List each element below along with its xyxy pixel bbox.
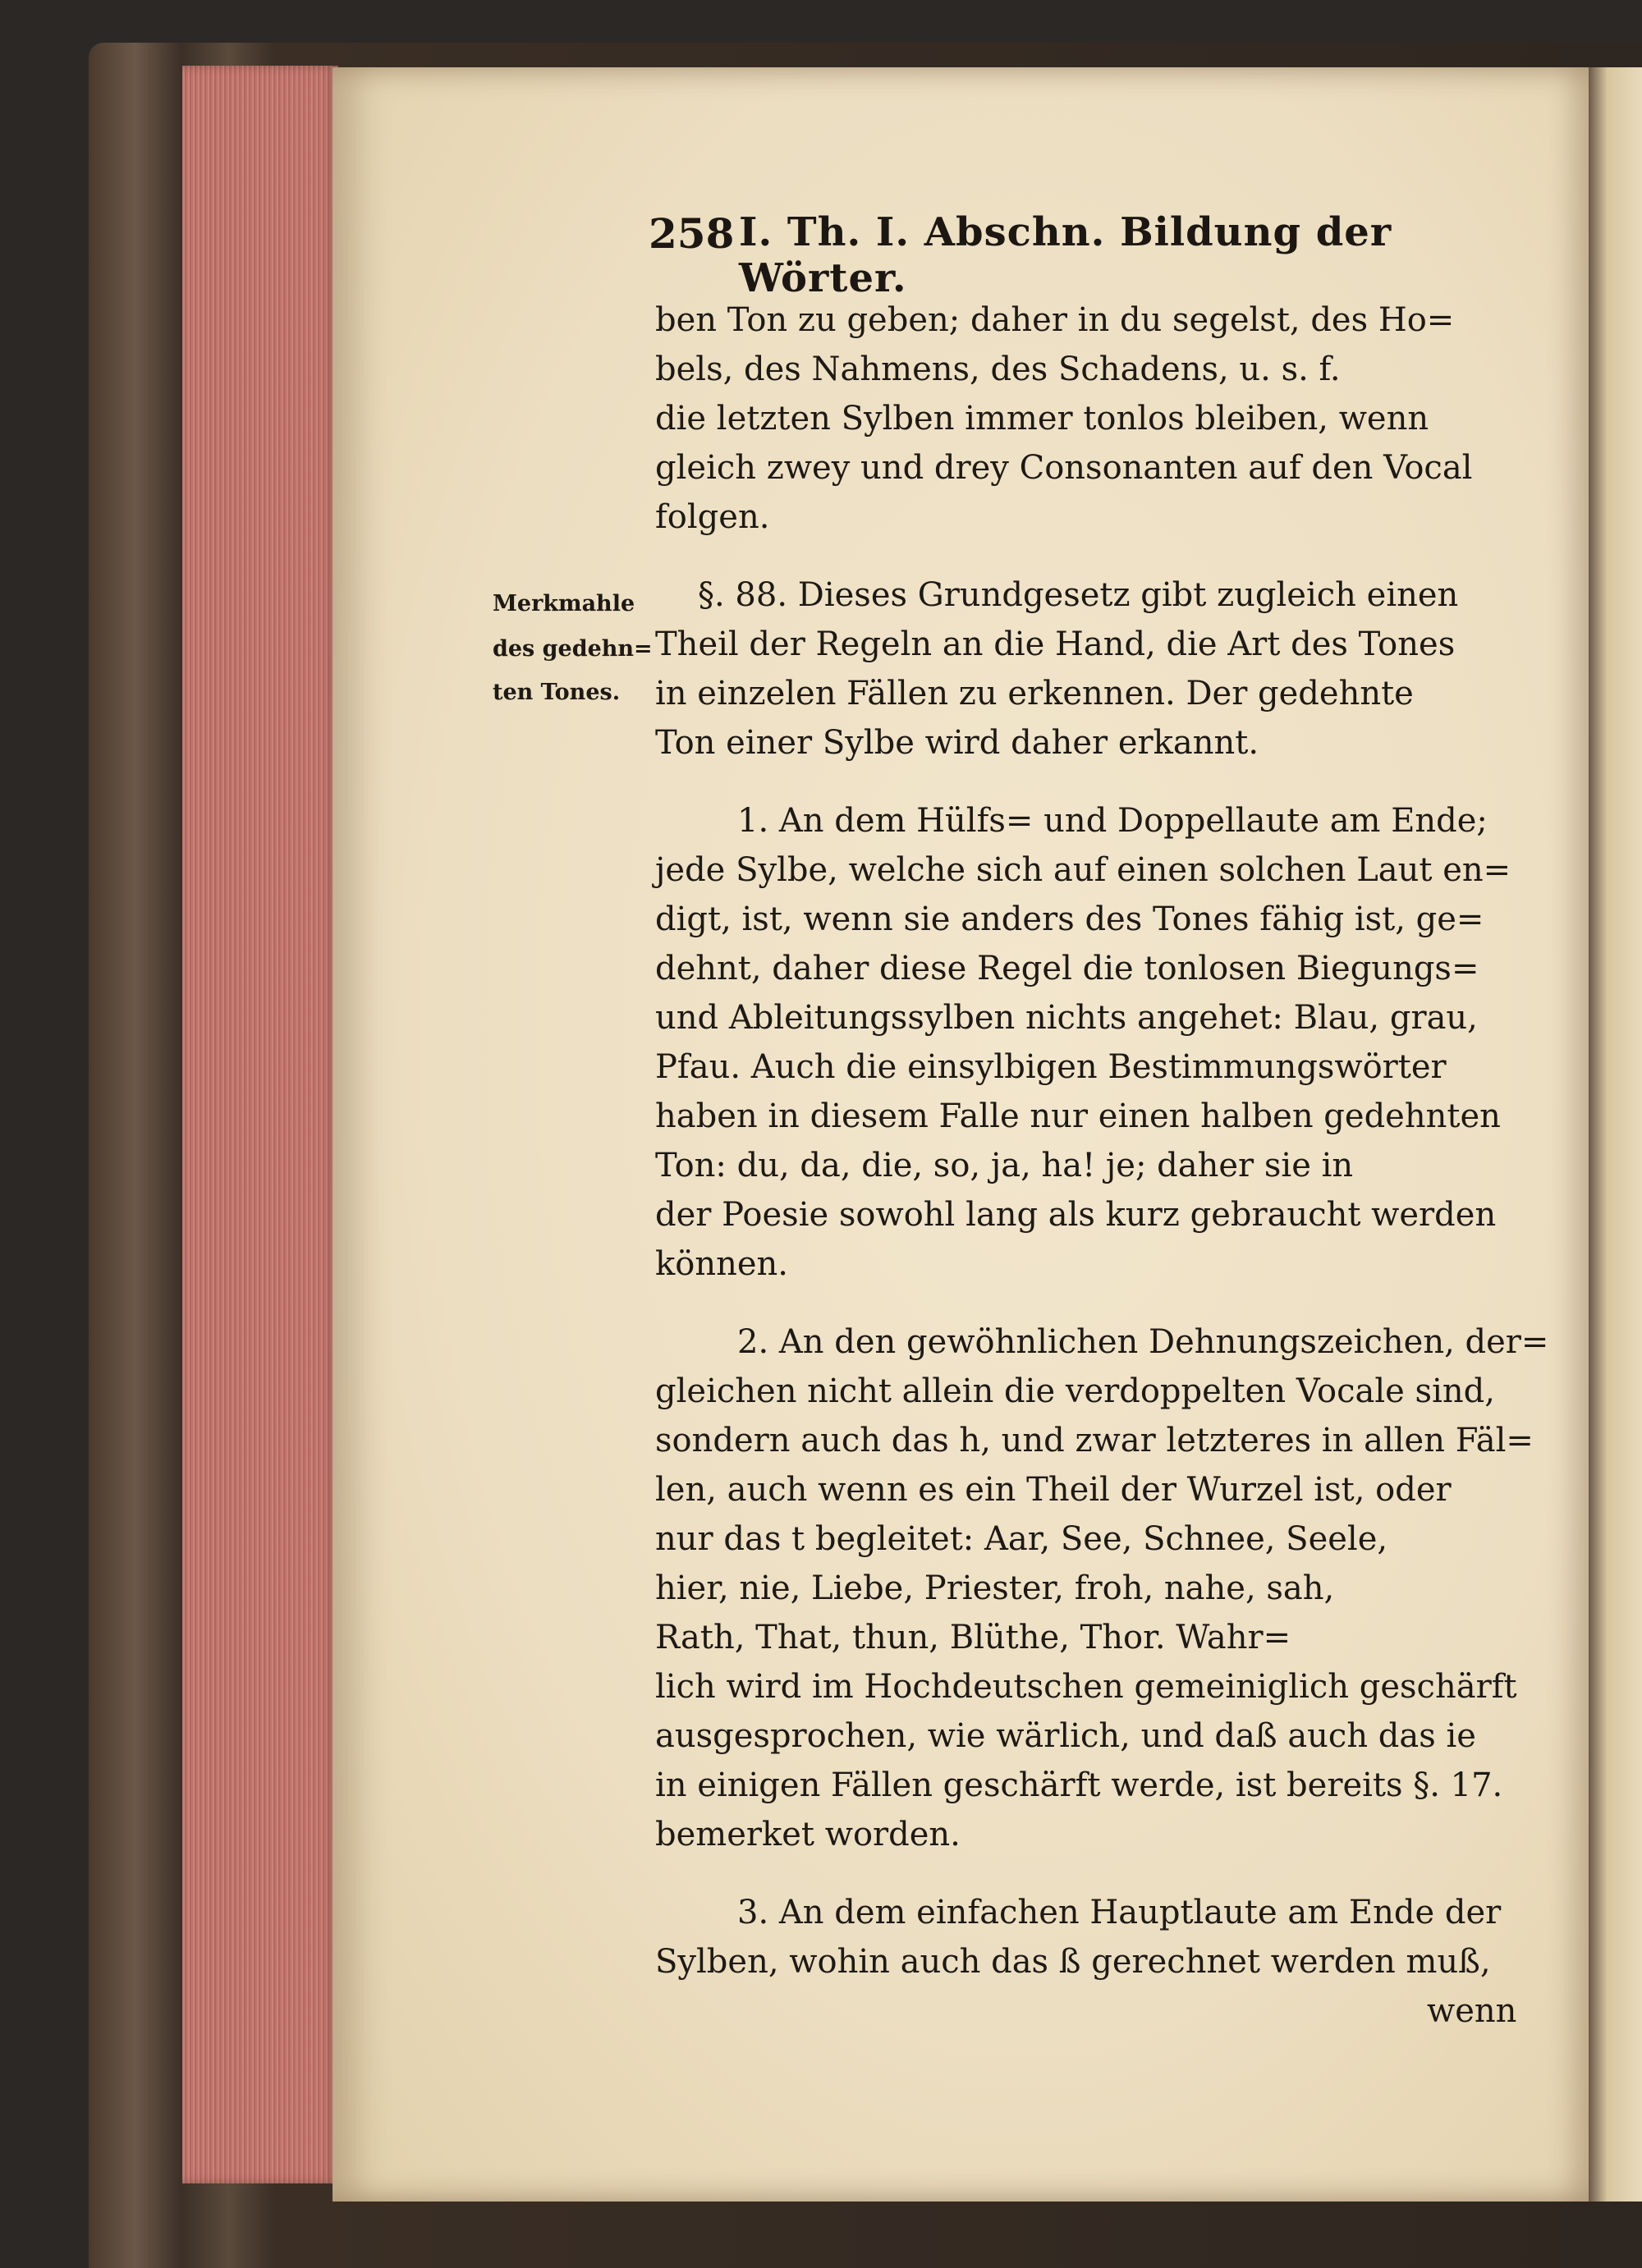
running-header xyxy=(649,209,1470,301)
text-line: in einzelen Fällen zu erkennen. Der gedehnte xyxy=(655,675,1414,712)
margin-note-line: ten Tones. xyxy=(493,680,621,705)
text-line: können. xyxy=(655,1245,788,1283)
text-line: 2. An den gewöhnlichen Dehnungszeichen, der= xyxy=(737,1323,1549,1361)
facing-page-edge xyxy=(1589,67,1642,2202)
text-line: haben in diesem Falle nur einen halben gedehnten xyxy=(655,1097,1501,1135)
text-line: §. 88. Dieses Grundgesetz gibt zugleich einen xyxy=(698,576,1459,614)
text-line: gleich zwey und drey Consonanten auf den Vocal xyxy=(655,449,1473,487)
text-line: 3. An dem einfachen Hauptlaute am Ende der xyxy=(737,1894,1502,1931)
text-line: Sylben, wohin auch das ß gerechnet werden muß, xyxy=(655,1943,1491,1981)
text-line: Pfau. Auch die einsylbigen Bestimmungswörter xyxy=(655,1048,1447,1086)
text-line: digt, ist, wenn sie anders des Tones fähig ist, ge= xyxy=(655,900,1484,938)
catchword: wenn xyxy=(1427,1992,1517,2030)
text-line: Rath, That, thun, Blüthe, Thor. Wahr= xyxy=(655,1619,1291,1656)
text-line: len, auch wenn es ein Theil der Wurzel ist, oder xyxy=(655,1471,1452,1509)
text-line: ben Ton zu geben; daher in du segelst, des Ho= xyxy=(655,301,1455,339)
text-line: Ton einer Sylbe wird daher erkannt. xyxy=(655,724,1259,762)
text-line: nur das t begleitet: Aar, See, Schnee, Seele, xyxy=(655,1520,1388,1558)
text-line: Ton: du, da, die, so, ja, ha! je; daher sie in xyxy=(655,1147,1354,1184)
text-line: sondern auch das h, und zwar letzteres in allen Fäl= xyxy=(655,1422,1534,1459)
running-title: I. Th. I. Abschn. Bildung der Wörter. xyxy=(739,209,1392,301)
text-line: gleichen nicht allein die verdoppelten Vocale sind, xyxy=(655,1372,1495,1410)
text-line: lich wird im Hochdeutschen gemeiniglich geschärft xyxy=(655,1668,1517,1706)
margin-note-line: des gedehn= xyxy=(493,636,653,662)
margin-note-line: Merkmahle xyxy=(493,591,635,616)
text-line: bemerket worden. xyxy=(655,1816,961,1853)
text-line: dehnt, daher diese Regel die tonlosen Biegungs= xyxy=(655,950,1479,987)
text-line: der Poesie sowohl lang als kurz gebraucht werden xyxy=(655,1196,1497,1234)
text-line: in einigen Fällen geschärft werde, ist bereits §. 17. xyxy=(655,1766,1503,1804)
page-edges xyxy=(182,66,338,2183)
text-line: bels, des Nahmens, des Schadens, u. s. f. xyxy=(655,351,1341,388)
text-line: jede Sylbe, welche sich auf einen solchen Laut en= xyxy=(655,851,1511,889)
text-line: ausgesprochen, wie wärlich, und daß auch das ie xyxy=(655,1717,1476,1755)
page-number: 258 xyxy=(649,209,735,258)
text-line: die letzten Sylben immer tonlos bleiben, wenn xyxy=(655,400,1429,438)
text-line: folgen. xyxy=(655,498,770,536)
text-line: Theil der Regeln an die Hand, die Art des Tones xyxy=(655,625,1456,663)
text-line: hier, nie, Liebe, Priester, froh, nahe, sah, xyxy=(655,1569,1335,1607)
text-line: und Ableitungssylben nichts angehet: Blau, grau, xyxy=(655,999,1478,1037)
text-line: 1. An dem Hülfs= und Doppellaute am Ende; xyxy=(737,802,1488,840)
